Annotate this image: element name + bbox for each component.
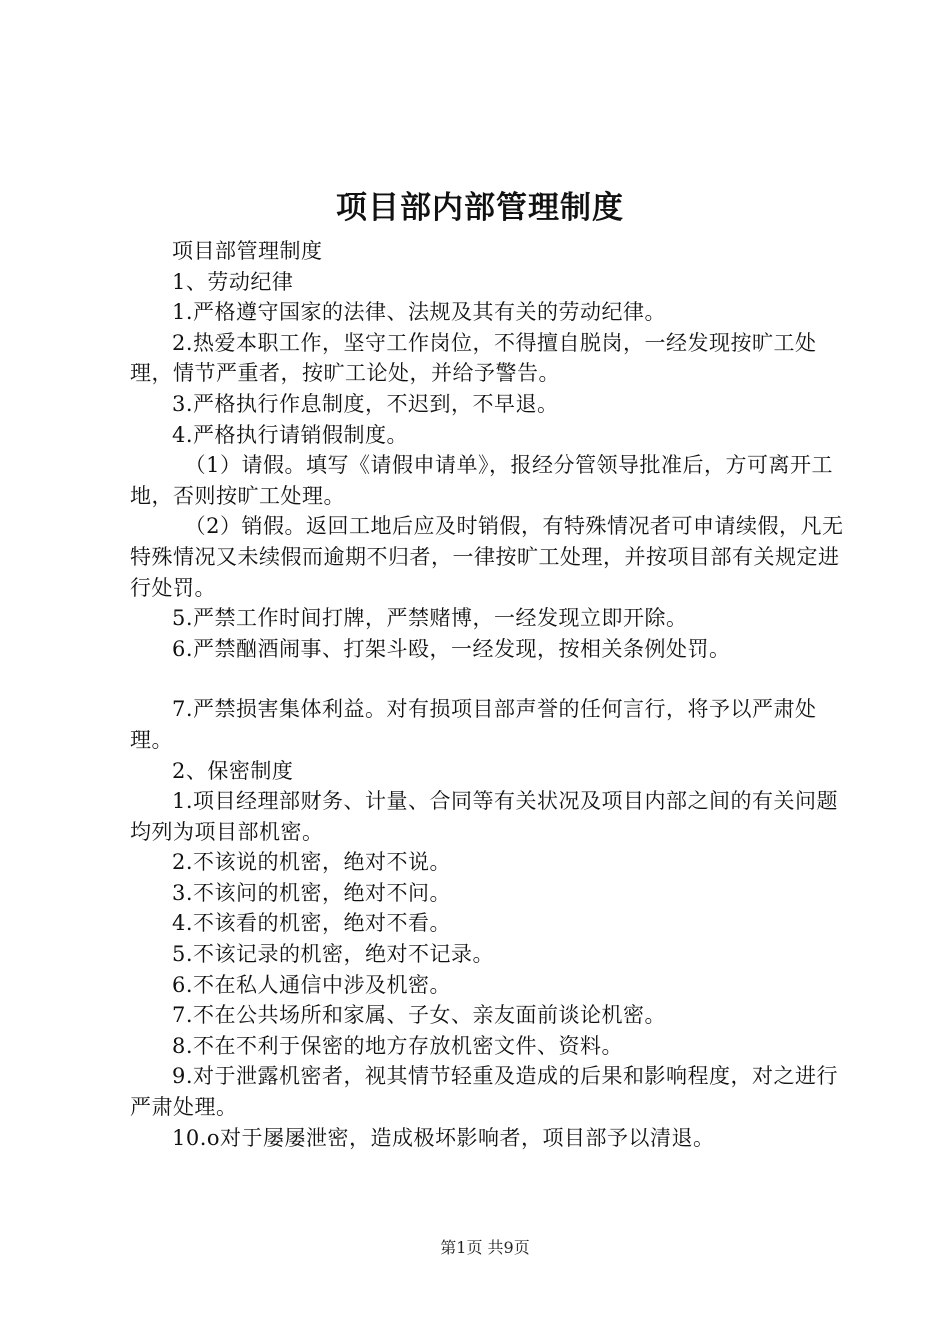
paragraph: 6.不在私人通信中涉及机密。 [172,972,452,997]
paragraph: 10.o对于屡屡泄密，造成极坏影响者，项目部予以清退。 [172,1125,715,1150]
paragraph: 3.严格执行作息制度，不迟到，不早退。 [172,391,559,416]
document-body [130,236,855,1153]
paragraph: 9.对于泄露机密者，视其情节轻重及造成的后果和影响程度，对之进行严肃处理。 [130,1064,839,1120]
paragraph: 5.严禁工作时间打牌，严禁赌博，一经发现立即开除。 [172,606,688,631]
paragraph: 1.严格遵守国家的法律、法规及其有关的劳动纪律。 [172,300,667,325]
paragraph: 6.严禁酗酒闹事、打架斗殴，一经发现，按相关条例处罚。 [172,636,731,661]
paragraph: 2.不该说的机密，绝对不说。 [172,850,452,875]
paragraph: 8.不在不利于保密的地方存放机密文件、资料。 [172,1033,624,1058]
paragraph: 3.不该问的机密，绝对不问。 [172,880,452,905]
paragraph: 1.项目经理部财务、计量、合同等有关状况及项目内部之间的有关问题均列为项目部机密。 [130,789,839,844]
paragraph: 5.不该记录的机密，绝对不记录。 [172,942,495,967]
paragraph: 7.严禁损害集体利益。对有损项目部声誉的任何言行，将予以严肃处理。 [130,697,817,752]
paragraph-heading: 项目部管理制度 [172,239,323,263]
paragraph: 4.不该看的机密，绝对不看。 [172,911,452,936]
section-heading-confidentiality: 2、保密制度 [172,758,294,783]
document-title: 项目部内部管理制度 [336,190,624,226]
page-number-footer: 第1页 共9页 [440,1238,530,1257]
paragraph-gap [130,664,855,694]
paragraph: 4.严格执行请销假制度。 [172,422,409,447]
paragraph: （2）销假。返回工地后应及时销假，有特殊情况者可申请续假，凡无特殊情况又未续假而逾期不归者，一律按旷工处理，并按项目部有关规定进行处罚。 [130,514,844,600]
paragraph: 2.热爱本职工作，坚守工作岗位，不得擅自脱岗，一经发现按旷工处理，情节严重者，按旷工论处，并给予警告。 [130,330,817,386]
paragraph: （1）请假。填写《请假申请单》，报经分管领导批准后，方可离开工地，否则按旷工处理。 [130,453,833,508]
paragraph: 7.不在公共场所和家属、子女、亲友面前谈论机密。 [172,1003,667,1028]
section-heading-labor-discipline: 1、劳动纪律 [172,269,294,294]
